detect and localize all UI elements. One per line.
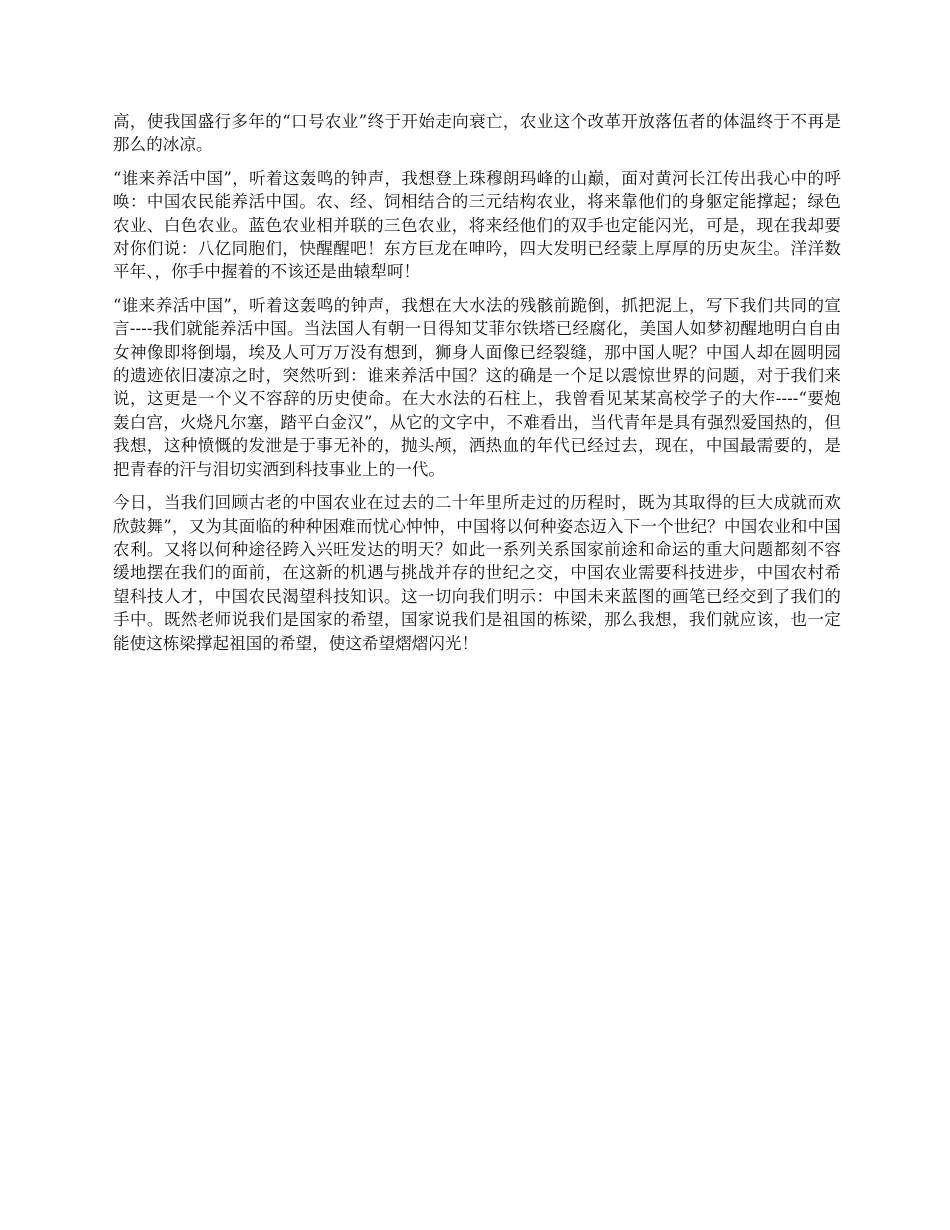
paragraph-1: 高，使我国盛行多年的“口号农业”终于开始走向衰亡，农业这个改革开放落伍者的体温终于不再是那么的冰凉。 xyxy=(113,112,841,155)
paragraph-4: 今日，当我们回顾古老的中国农业在过去的二十年里所走过的历程时，既为其取得的巨大成就而欢欣鼓舞”，又为其面临的种种困难而忧心忡忡，中国将以何种姿态迈入下一个世纪？中国农业和中国农利。又将以何种途径跨入兴旺发达的明天？如此一系列关系国家前途和命运的重大问题都刻不容缓地摆在我们的面前，在这新的机遇与挑战并存的世纪之交，中国农业需要科技进步，中国农村希望科技人才，中国农民渴望科技知识。这一切向我们明示：中国未来蓝图的画笔已经交到了我们的手中。既然老师说我们是国家的希望，国家说我们是祖国的栋梁，那么我想，我们就应该，也一定能使这栋梁撑起祖国的希望，使这希望熠熠闪光！ xyxy=(113,493,841,653)
document-page xyxy=(113,110,841,665)
paragraph-2: “谁来养活中国”，听着这轰鸣的钟声，我想登上珠穆朗玛峰的山巅，面对黄河长江传出我心中的呼唤：中国农民能养活中国。农、经、饲相结合的三元结构农业，将来靠他们的身躯定能撑起；绿色农业、白色农业。蓝色农业相并联的三色农业，将来经他们的双手也定能闪光，可是，现在我却要对你们说：八亿同胞们，快醒醒吧！东方巨龙在呻吟，四大发明已经蒙上厚厚的历史灰尘。洋洋数平年、，你手中握着的不该还是曲辕犁呵！ xyxy=(113,168,841,282)
paragraph-3: “谁来养活中国”，听着这轰鸣的钟声，我想在大水法的残骸前跪倒，抓把泥上，写下我们共同的宣言----我们就能养活中国。当法国人有朝一日得知艾菲尔铁塔已经腐化，美国人如梦初醒地明白自由女神像即将倒塌，埃及人可万万没有想到，狮身人面像已经裂缝，那中国人呢？中国人却在圆明园的遗迹依旧凄凉之时，突然听到：谁来养活中国？这的确是一个足以震惊世界的问题，对于我们来说，这更是一个义不容辞的历史使命。在大水法的石柱上，我曾看见某某高校学子的大作----“要炮轰白宫，火烧凡尔塞，踏平白金汉”，从它的文字中，不难看出，当代青年是具有强烈爱国热的，但我想，这种愤慨的发泄是于事无补的，抛头颅，洒热血的年代已经过去，现在，中国最需要的，是把青春的汗与泪切实洒到科技事业上的一代。 xyxy=(113,295,841,479)
